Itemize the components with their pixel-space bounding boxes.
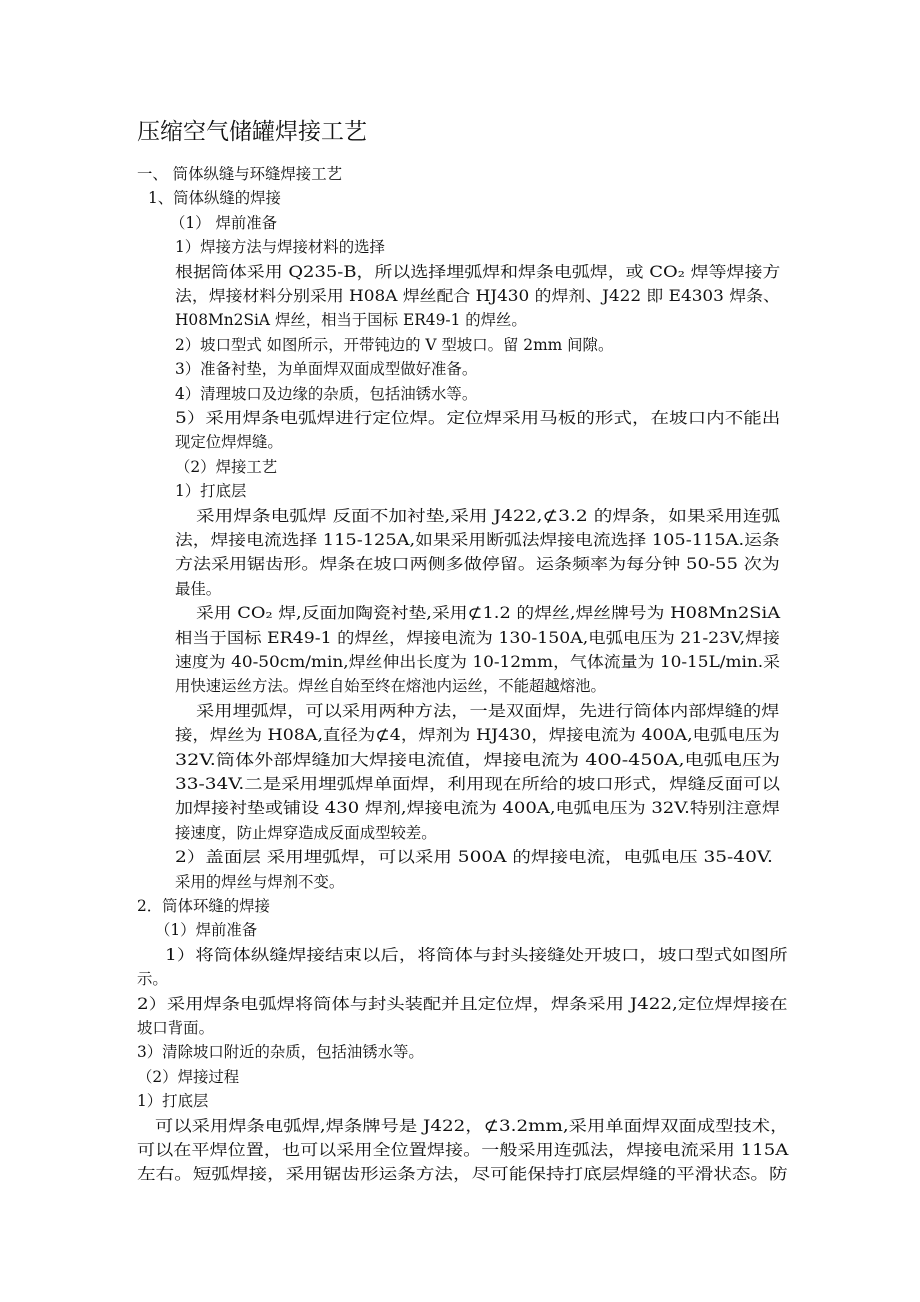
body-line: 法，焊接电流选择 115-125A,如果采用断弧法焊接电流选择 105-115A.运条 — [175, 531, 780, 549]
body-line: 方法采用锯齿形。焊条在坡口两侧多做停留。运条频率为每分钟 50-55 次为 — [175, 555, 780, 574]
body-line: 最佳。 — [175, 579, 222, 598]
body-line: 2）坡口型式 如图所示，开带钝边的 V 型坡口。留 2mm 间隙。 — [175, 335, 614, 354]
body-line: 采用埋弧焊，可以采用两种方法，一是双面焊，先进行筒体内部焊缝的焊 — [196, 701, 780, 720]
body-line: 坡口背面。 — [137, 1019, 214, 1037]
body-line: 2）采用焊条电弧焊将筒体与封头装配并且定位焊，焊条采用 J422,定位焊焊接在 — [137, 994, 788, 1013]
body-line: 32V.筒体外部焊缝加大焊接电流值，焊接电流为 400-450A,电弧电压为 — [175, 750, 781, 769]
body-line: 法，焊接材料分别采用 H08A 焊丝配合 HJ430 的焊剂、J422 即 E4303 焊条、 — [175, 287, 780, 305]
body-line: 相当于国标 ER49-1 的焊丝，焊接电流为 130-150A,电弧电压为 21-23V,焊接 — [175, 628, 780, 647]
body-line: 采用的焊丝与焊剂不变。 — [175, 872, 345, 891]
body-line: 可以采用焊条电弧焊,焊条牌号是 J422，⊄3.2mm,采用单面焊双面成型技术， — [155, 1116, 789, 1135]
body-line: 根据筒体采用 Q235-B，所以选择埋弧焊和焊条电弧焊，或 CO₂ 焊等焊接方 — [175, 262, 781, 281]
body-line: 接，焊丝为 H08A,直径为⊄4，焊剂为 HJ430，焊接电流为 400A,电弧电压为 — [175, 726, 780, 745]
body-line: 1、筒体纵缝的焊接 — [148, 189, 281, 208]
body-line: 5）采用焊条电弧焊进行定位焊。定位焊采用马板的形式，在坡口内不能出 — [175, 409, 781, 427]
body-line: 1）焊接方法与焊接材料的选择 — [175, 238, 385, 257]
body-line: 1）打底层 — [175, 482, 247, 501]
body-line: 3）清除坡口附近的杂质，包括油锈水等。 — [137, 1043, 424, 1062]
body-line: （2）焊接过程 — [137, 1067, 240, 1086]
body-line: 采用焊条电弧焊 反面不加衬垫,采用 J422,⊄3.2 的焊条，如果采用连弧 — [196, 506, 781, 525]
body-line: 一、 筒体纵缝与环缝焊接工艺 — [137, 165, 342, 183]
body-line: 接速度，防止焊穿造成反面成型较差。 — [175, 823, 437, 842]
document-title: 压缩空气储罐焊接工艺 — [137, 119, 367, 145]
body-line: 加焊接衬垫或铺设 430 焊剂,焊接电流为 400A,电弧电压为 32V.特别注意焊 — [175, 799, 780, 818]
body-line: H08Mn2SiA 焊丝，相当于国标 ER49-1 的焊丝。 — [175, 311, 527, 330]
body-line: 现定位焊焊缝。 — [175, 433, 283, 452]
body-line: 可以在平焊位置，也可以采用全位置焊接。一般采用连弧法，焊接电流采用 115A — [137, 1141, 789, 1159]
body-line: 1）将筒体纵缝焊接结束以后，将筒体与封头接缝处开坡口，坡口型式如图所 — [165, 945, 788, 964]
body-line: 用快速运丝方法。焊丝自始至终在熔池内运丝，不能超越熔池。 — [175, 677, 606, 696]
body-line: 2．筒体环缝的焊接 — [137, 897, 270, 915]
body-line: 1）打底层 — [137, 1092, 209, 1111]
body-line: 采用 CO₂ 焊,反面加陶瓷衬垫,采用⊄1.2 的焊丝,焊丝牌号为 H08Mn2SiA — [196, 604, 781, 623]
body-line: 左右。短弧焊接，采用锯齿形运条方法，尽可能保持打底层焊缝的平滑状态。防 — [137, 1165, 788, 1184]
body-line: 示。 — [137, 970, 168, 989]
body-line: （2）焊接工艺 — [175, 457, 278, 476]
body-line: 33-34V.二是采用埋弧焊单面焊，利用现在所给的坡口形式，焊缝反面可以 — [175, 775, 781, 793]
body-line: （1） 焊前准备 — [170, 213, 278, 232]
body-line: 速度为 40-50cm/min,焊丝伸出长度为 10-12mm，气体流量为 10-15L/min.采 — [175, 653, 781, 671]
body-line: 4）清理坡口及边缘的杂质，包括油锈水等。 — [175, 384, 478, 403]
body-line: 3）准备衬垫，为单面焊双面成型做好准备。 — [175, 360, 478, 379]
body-line: 2）盖面层 采用埋弧焊，可以采用 500A 的焊接电流，电弧电压 35-40V. — [175, 848, 773, 867]
body-line: （1）焊前准备 — [155, 921, 258, 940]
